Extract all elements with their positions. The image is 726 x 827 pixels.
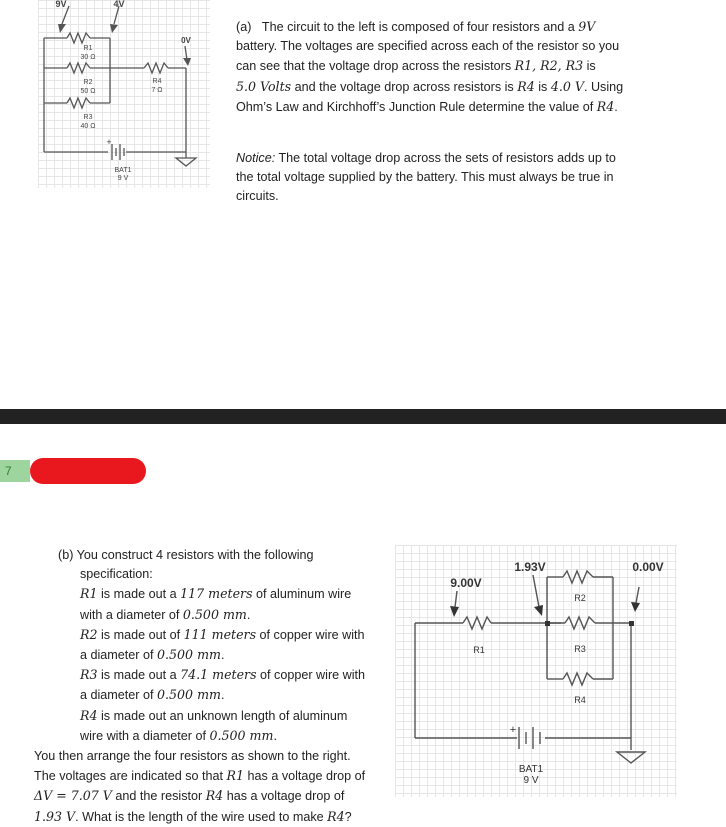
top-probe-4v-arrow xyxy=(110,24,118,33)
part-b-question xyxy=(34,747,394,827)
part-b-line-1: (b) You construct 4 resistors with the following xyxy=(58,548,314,562)
part-a-l4-mid: and the voltage drop across resistors is xyxy=(291,79,518,94)
notice-text xyxy=(236,149,716,207)
redaction-mark xyxy=(30,458,146,484)
top-probe-9v-arrow xyxy=(58,24,66,33)
part-a-line-1 xyxy=(236,17,716,37)
bottom-r2-zigzag xyxy=(563,571,593,583)
notice-line-3: circuits. xyxy=(236,189,279,204)
q4-math2: R4 xyxy=(327,808,345,824)
top-label-4v: 4V xyxy=(113,0,125,9)
q3-math1: ΔV = 7.07 V xyxy=(34,788,112,804)
top-r4-value: 7 Ω xyxy=(151,87,163,94)
part-a-line-5 xyxy=(236,97,716,117)
bottom-r4-zigzag xyxy=(563,673,593,685)
bottom-label-1-93v: 1.93V xyxy=(514,560,546,574)
top-label-9v: 9V xyxy=(55,0,67,9)
top-probe-0v-arrow xyxy=(183,58,191,66)
part-a-l1-math: 9V xyxy=(578,19,596,34)
b-r2-c-math: 0.500 mm xyxy=(157,647,221,663)
row-number[interactable]: 7 xyxy=(0,460,30,482)
notice-line-2: the total voltage supplied by the battery. This must always be true in xyxy=(236,170,614,185)
b-r4-math: R4 xyxy=(80,707,98,723)
q2-end: has a voltage drop of xyxy=(244,769,366,784)
part-a-l3: can see that the voltage drop across the resistors xyxy=(236,59,515,74)
part-a-text xyxy=(236,17,716,117)
top-bat-name: BAT1 xyxy=(114,167,132,174)
top-r1-name: R1 xyxy=(83,45,93,52)
b-r1-b-math: 117 meters xyxy=(180,586,253,602)
part-b-r4-line-2 xyxy=(58,726,388,746)
top-r3-value: 40 Ω xyxy=(80,123,96,130)
bottom-circuit-svg xyxy=(395,545,677,797)
q4-mid: . What is the length of the wire used to make xyxy=(75,809,328,824)
bottom-r4-name: R4 xyxy=(574,695,586,705)
q3-end: has a voltage drop of xyxy=(223,789,345,804)
bottom-r1-zigzag xyxy=(463,617,491,629)
q2-math: R1 xyxy=(226,768,245,784)
b-r2-c-end: . xyxy=(220,648,225,663)
part-a-l5-end: . xyxy=(614,99,618,114)
top-r3-zigzag xyxy=(67,98,90,108)
q3-math2: R4 xyxy=(205,788,224,804)
b-r2-a: is made out of xyxy=(97,627,184,642)
b-r2-math: R2 xyxy=(80,626,98,642)
part-a-line-4 xyxy=(236,77,716,97)
bottom-probe-0v-arrow xyxy=(631,602,640,612)
part-a-label: (a) xyxy=(236,20,252,34)
top-label-0v: 0V xyxy=(181,36,191,45)
part-a-l4-math2: R4 xyxy=(517,78,535,94)
part-b-r1-line-1 xyxy=(58,584,388,604)
b-r3-math: R3 xyxy=(80,667,98,683)
top-bat-value: 9 V xyxy=(117,175,129,182)
b-r3-b-math: 74.1 meters xyxy=(180,667,257,683)
bottom-label-0v: 0.00V xyxy=(632,560,664,574)
top-r1-value: 30 Ω xyxy=(80,54,96,61)
bottom-junction-dot-left xyxy=(545,621,550,626)
question-line-3 xyxy=(34,786,394,806)
q2: The voltages are indicated so that xyxy=(34,769,227,784)
question-line-1: You then arrange the four resistors as shown to the right. xyxy=(34,749,351,763)
top-r3-name: R3 xyxy=(83,114,93,121)
b-r3-b: of copper wire with xyxy=(256,668,366,683)
part-b-r1-line-2 xyxy=(58,605,388,625)
question-line-2 xyxy=(34,766,394,786)
b-r4-a: is made out an unknown length of aluminum xyxy=(97,708,348,723)
notice-line-1 xyxy=(236,149,716,168)
part-a-line-2: battery. The voltages are specified across each of the resistor so you xyxy=(236,39,620,54)
top-circuit-svg xyxy=(38,0,210,188)
b-r4-c-math: 0.500 mm xyxy=(209,727,274,743)
b-r2-c: a diameter of xyxy=(80,648,158,663)
part-a-l1: The circuit to the left is composed of four resistors and a xyxy=(261,20,579,34)
top-r4-name: R4 xyxy=(152,78,162,85)
top-bat-plus: + xyxy=(106,137,112,147)
b-r4-c: wire with a diameter of xyxy=(80,728,210,743)
part-a-l4-math1: 5.0 Volts xyxy=(236,78,292,94)
part-a-l4-mid2: is xyxy=(534,79,551,94)
part-a-l4-end: . Using xyxy=(583,79,624,94)
part-b-r2-line-2 xyxy=(58,645,388,665)
bottom-bat-plus: + xyxy=(509,724,517,736)
b-r3-c: a diameter of xyxy=(80,688,158,703)
b-r4-c-end: . xyxy=(273,728,277,743)
part-b-r2-line-1 xyxy=(58,625,388,645)
bottom-ground-icon xyxy=(617,752,645,763)
bottom-probe-9v-arrow xyxy=(450,606,459,617)
b-r1-a: is made out a xyxy=(97,587,181,602)
top-r2-name: R2 xyxy=(83,79,93,86)
top-circuit-diagram xyxy=(38,0,210,188)
part-a-l3-math: R1, R2, R3 xyxy=(514,58,584,74)
part-b-line-2: specification: xyxy=(80,567,153,582)
bottom-r3-name: R3 xyxy=(574,644,586,654)
part-b-r3-line-1 xyxy=(58,665,388,685)
bottom-bat-value: 9 V xyxy=(523,775,539,786)
b-r2-b-math: 111 meters xyxy=(183,626,257,642)
bottom-probe-1-93v-arrow xyxy=(534,605,543,616)
b-r1-c-end: . xyxy=(246,607,251,622)
b-r1-b: of aluminum wire xyxy=(252,587,352,602)
top-r2-value: 50 Ω xyxy=(80,88,96,95)
part-a-l3-end: is xyxy=(583,59,596,74)
b-r1-c-math: 0.500 mm xyxy=(182,606,247,622)
bottom-label-9v: 9.00V xyxy=(450,576,482,590)
b-r3-c-end: . xyxy=(220,688,225,703)
part-a-l5: Ohm’s Law and Kirchhoff’s Junction Rule determine the value of xyxy=(236,99,597,114)
bottom-junction-dot-right xyxy=(629,621,634,626)
b-r2-b: of copper wire with xyxy=(256,627,365,642)
notice-label: Notice: xyxy=(236,151,276,165)
part-b-text xyxy=(58,546,388,746)
q3-mid: and the resistor xyxy=(111,789,206,804)
top-r4-zigzag xyxy=(144,63,168,73)
question-line-4 xyxy=(34,807,394,827)
top-r2-zigzag xyxy=(67,63,90,73)
part-a-l4-math3: 4.0 V xyxy=(550,78,584,94)
part-b-r3-line-2 xyxy=(58,685,388,705)
b-r3-c-math: 0.500 mm xyxy=(157,687,221,703)
top-r1-zigzag xyxy=(67,33,90,43)
b-r3-a: is made out a xyxy=(97,668,181,683)
part-a-line-3 xyxy=(236,56,716,76)
top-ground-icon xyxy=(176,158,196,166)
notice-l1: The total voltage drop across the sets of resistors adds up to xyxy=(275,151,616,165)
part-b-r4-line-1 xyxy=(58,706,388,726)
b-r1-math: R1 xyxy=(80,586,98,602)
bottom-r2-name: R2 xyxy=(574,593,586,603)
bottom-circuit-diagram xyxy=(395,545,677,797)
q4-math: 1.93 V xyxy=(34,808,76,824)
section-divider xyxy=(0,409,726,424)
bottom-bat-name: BAT1 xyxy=(518,764,544,775)
bottom-r3-zigzag xyxy=(565,617,595,629)
part-a-l5-math: R4 xyxy=(596,98,615,114)
q4-end: ? xyxy=(344,809,352,824)
bottom-r1-name: R1 xyxy=(473,645,485,655)
b-r1-c: with a diameter of xyxy=(80,607,183,622)
